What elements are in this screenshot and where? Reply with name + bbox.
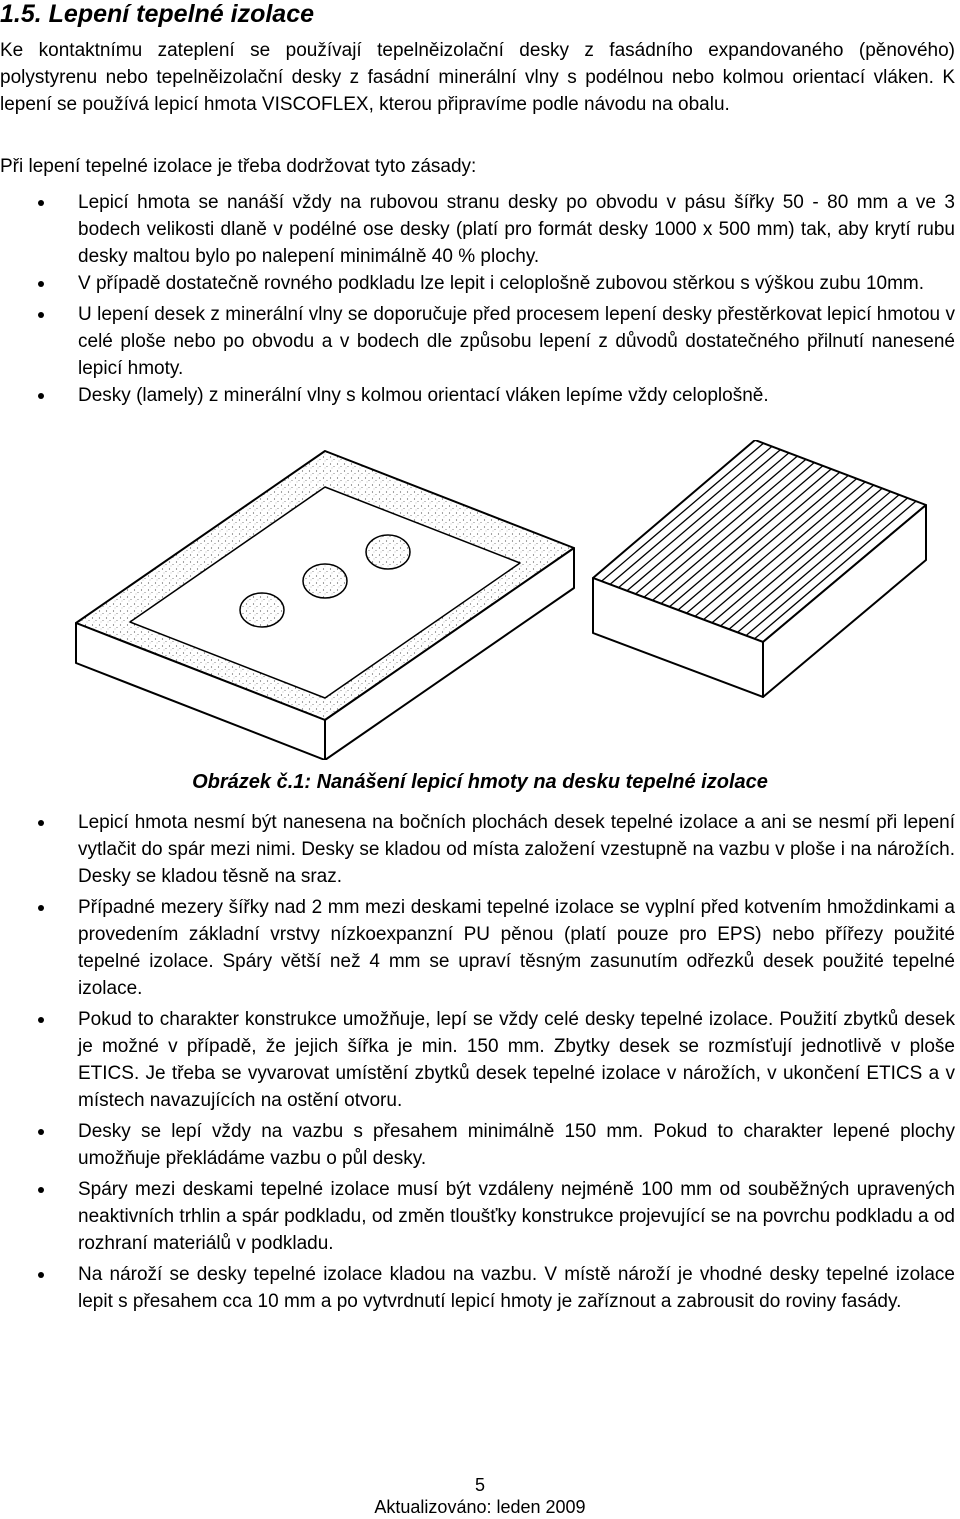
section-number: 1.5. <box>0 0 42 28</box>
figure-caption: Obrázek č.1: Nanášení lepicí hmoty na desku tepelné izolace <box>192 771 768 793</box>
list-item-text: Případné mezery šířky nad 2 mm mezi deskami tepelné izolace se vyplní před kotvením hmoždinkami a provedením základní vrstvy nízkoexpanzní PU pěnou (platí pouze pro EPS) nebo přířezy použité tepelné izolace. Spáry větší než 4 mm se upraví těsným zasunutím odřezků desek použité tepelné izolace. <box>78 897 955 999</box>
list-item <box>0 809 955 890</box>
list-item <box>0 1118 955 1172</box>
list-item-text: Lepicí hmota se nanáší vždy na rubovou stranu desky po obvodu v pásu šířky 50 - 80 mm a ve 3 bodech velikosti dlaně v podélné ose desky (platí pro formát desky 1000 x 500 mm) tak, aby krytí rubu desky maltou bylo po nalepení minimálně 40 % plochy. <box>78 192 955 267</box>
bullet-icon <box>38 1017 44 1023</box>
list-item-text: Lepicí hmota nesmí být nanesena na bočních plochách desek tepelné izolace a ani se nesmí při lepení vytlačit do spár mezi nimi. Desky se kladou od místa založení vzestupně na vazbu v ploše i na nárožích. Desky se kladou těsně na sraz. <box>78 812 955 887</box>
list-item <box>0 894 955 1002</box>
list-item <box>0 382 955 409</box>
bullet-icon <box>38 393 44 399</box>
list-item <box>0 1176 955 1257</box>
list-item-text: Desky se lepí vždy na vazbu s přesahem minimálně 150 mm. Pokud to charakter lepené plochy umožňuje překládáme vazbu o půl desky. <box>78 1121 955 1169</box>
list-item <box>0 1006 955 1114</box>
board-left <box>76 451 574 760</box>
list-item <box>0 1261 955 1315</box>
section-title: Lepení tepelné izolace <box>48 0 315 28</box>
rules-intro: Při lepení tepelné izolace je třeba dodržovat tyto zásady: <box>0 156 477 177</box>
list-item <box>0 270 955 297</box>
list-item-text: Na nároží se desky tepelné izolace kladou na vazbu. V místě nároží je vhodné desky tepelné izolace lepit s přesahem cca 10 mm a po vytvrdnutí lepicí hmoty je zaříznout a zabrousit do roviny fasády. <box>78 1264 955 1312</box>
figure-adhesive-application <box>0 440 960 760</box>
rules-list-top <box>0 189 955 409</box>
bullet-icon <box>38 820 44 826</box>
adhesive-spot <box>366 535 410 569</box>
list-item <box>0 301 955 382</box>
intro-paragraph: Ke kontaktnímu zateplení se používají tepelněizolační desky z fasádního expandovaného (pěnového) polystyrenu nebo tepelněizolační desky z fasádní minerální vlny s podélnou nebo kolmou orientací vláken. K lepení se používá lepicí hmota VISCOFLEX, kterou připravíme podle návodu na obalu. <box>0 40 955 115</box>
bullet-icon <box>38 200 44 206</box>
figure-illustration <box>0 440 960 760</box>
adhesive-spot <box>240 593 284 627</box>
list-item <box>0 189 955 270</box>
bullet-icon <box>38 1272 44 1278</box>
list-item-text: V případě dostatečně rovného podkladu lze lepit i celoplošně zubovou stěrkou s výškou zubu 10mm. <box>78 273 925 294</box>
bullet-icon <box>38 1129 44 1135</box>
adhesive-spot <box>303 564 347 598</box>
bullet-icon <box>38 905 44 911</box>
updated-date: Aktualizováno: leden 2009 <box>374 1497 586 1517</box>
list-item-text: Pokud to charakter konstrukce umožňuje, lepí se vždy celé desky tepelné izolace. Použití zbytků desek je možné v případě, že jejich šířka je min. 150 mm. Zbytky desek se rozmísťují jednotlivě v ploše ETICS. Je třeba se vyvarovat umístění zbytků desek tepelné izolace v nárožích, v ukončení ETICS a v místech navazujících na ostění otvoru. <box>78 1009 955 1111</box>
list-item-text: U lepení desek z minerální vlny se doporučuje před procesem lepení desky přestěrkovat lepicí hmotou v celé ploše nebo po obvodu a v bodech dle způsobu lepení z důvodů dostatečného přilnutí nanesené lepicí hmoty. <box>78 304 955 379</box>
bullet-icon <box>38 1187 44 1193</box>
board-right <box>593 440 926 697</box>
bullet-icon <box>38 281 44 287</box>
bullet-icon <box>38 312 44 318</box>
rules-list-bottom <box>0 809 955 1315</box>
page-number: 5 <box>474 1475 485 1495</box>
list-item-text: Desky (lamely) z minerální vlny s kolmou orientací vláken lepíme vždy celoplošně. <box>78 385 769 406</box>
section-heading <box>0 0 314 28</box>
list-item-text: Spáry mezi deskami tepelné izolace musí být vzdáleny nejméně 100 mm od souběžných upravených neaktivních trhlin a spár podkladu, od změn tloušťky konstrukce projevující se na povrchu podkladu a od rozhraní materiálů v podkladu. <box>78 1179 955 1254</box>
